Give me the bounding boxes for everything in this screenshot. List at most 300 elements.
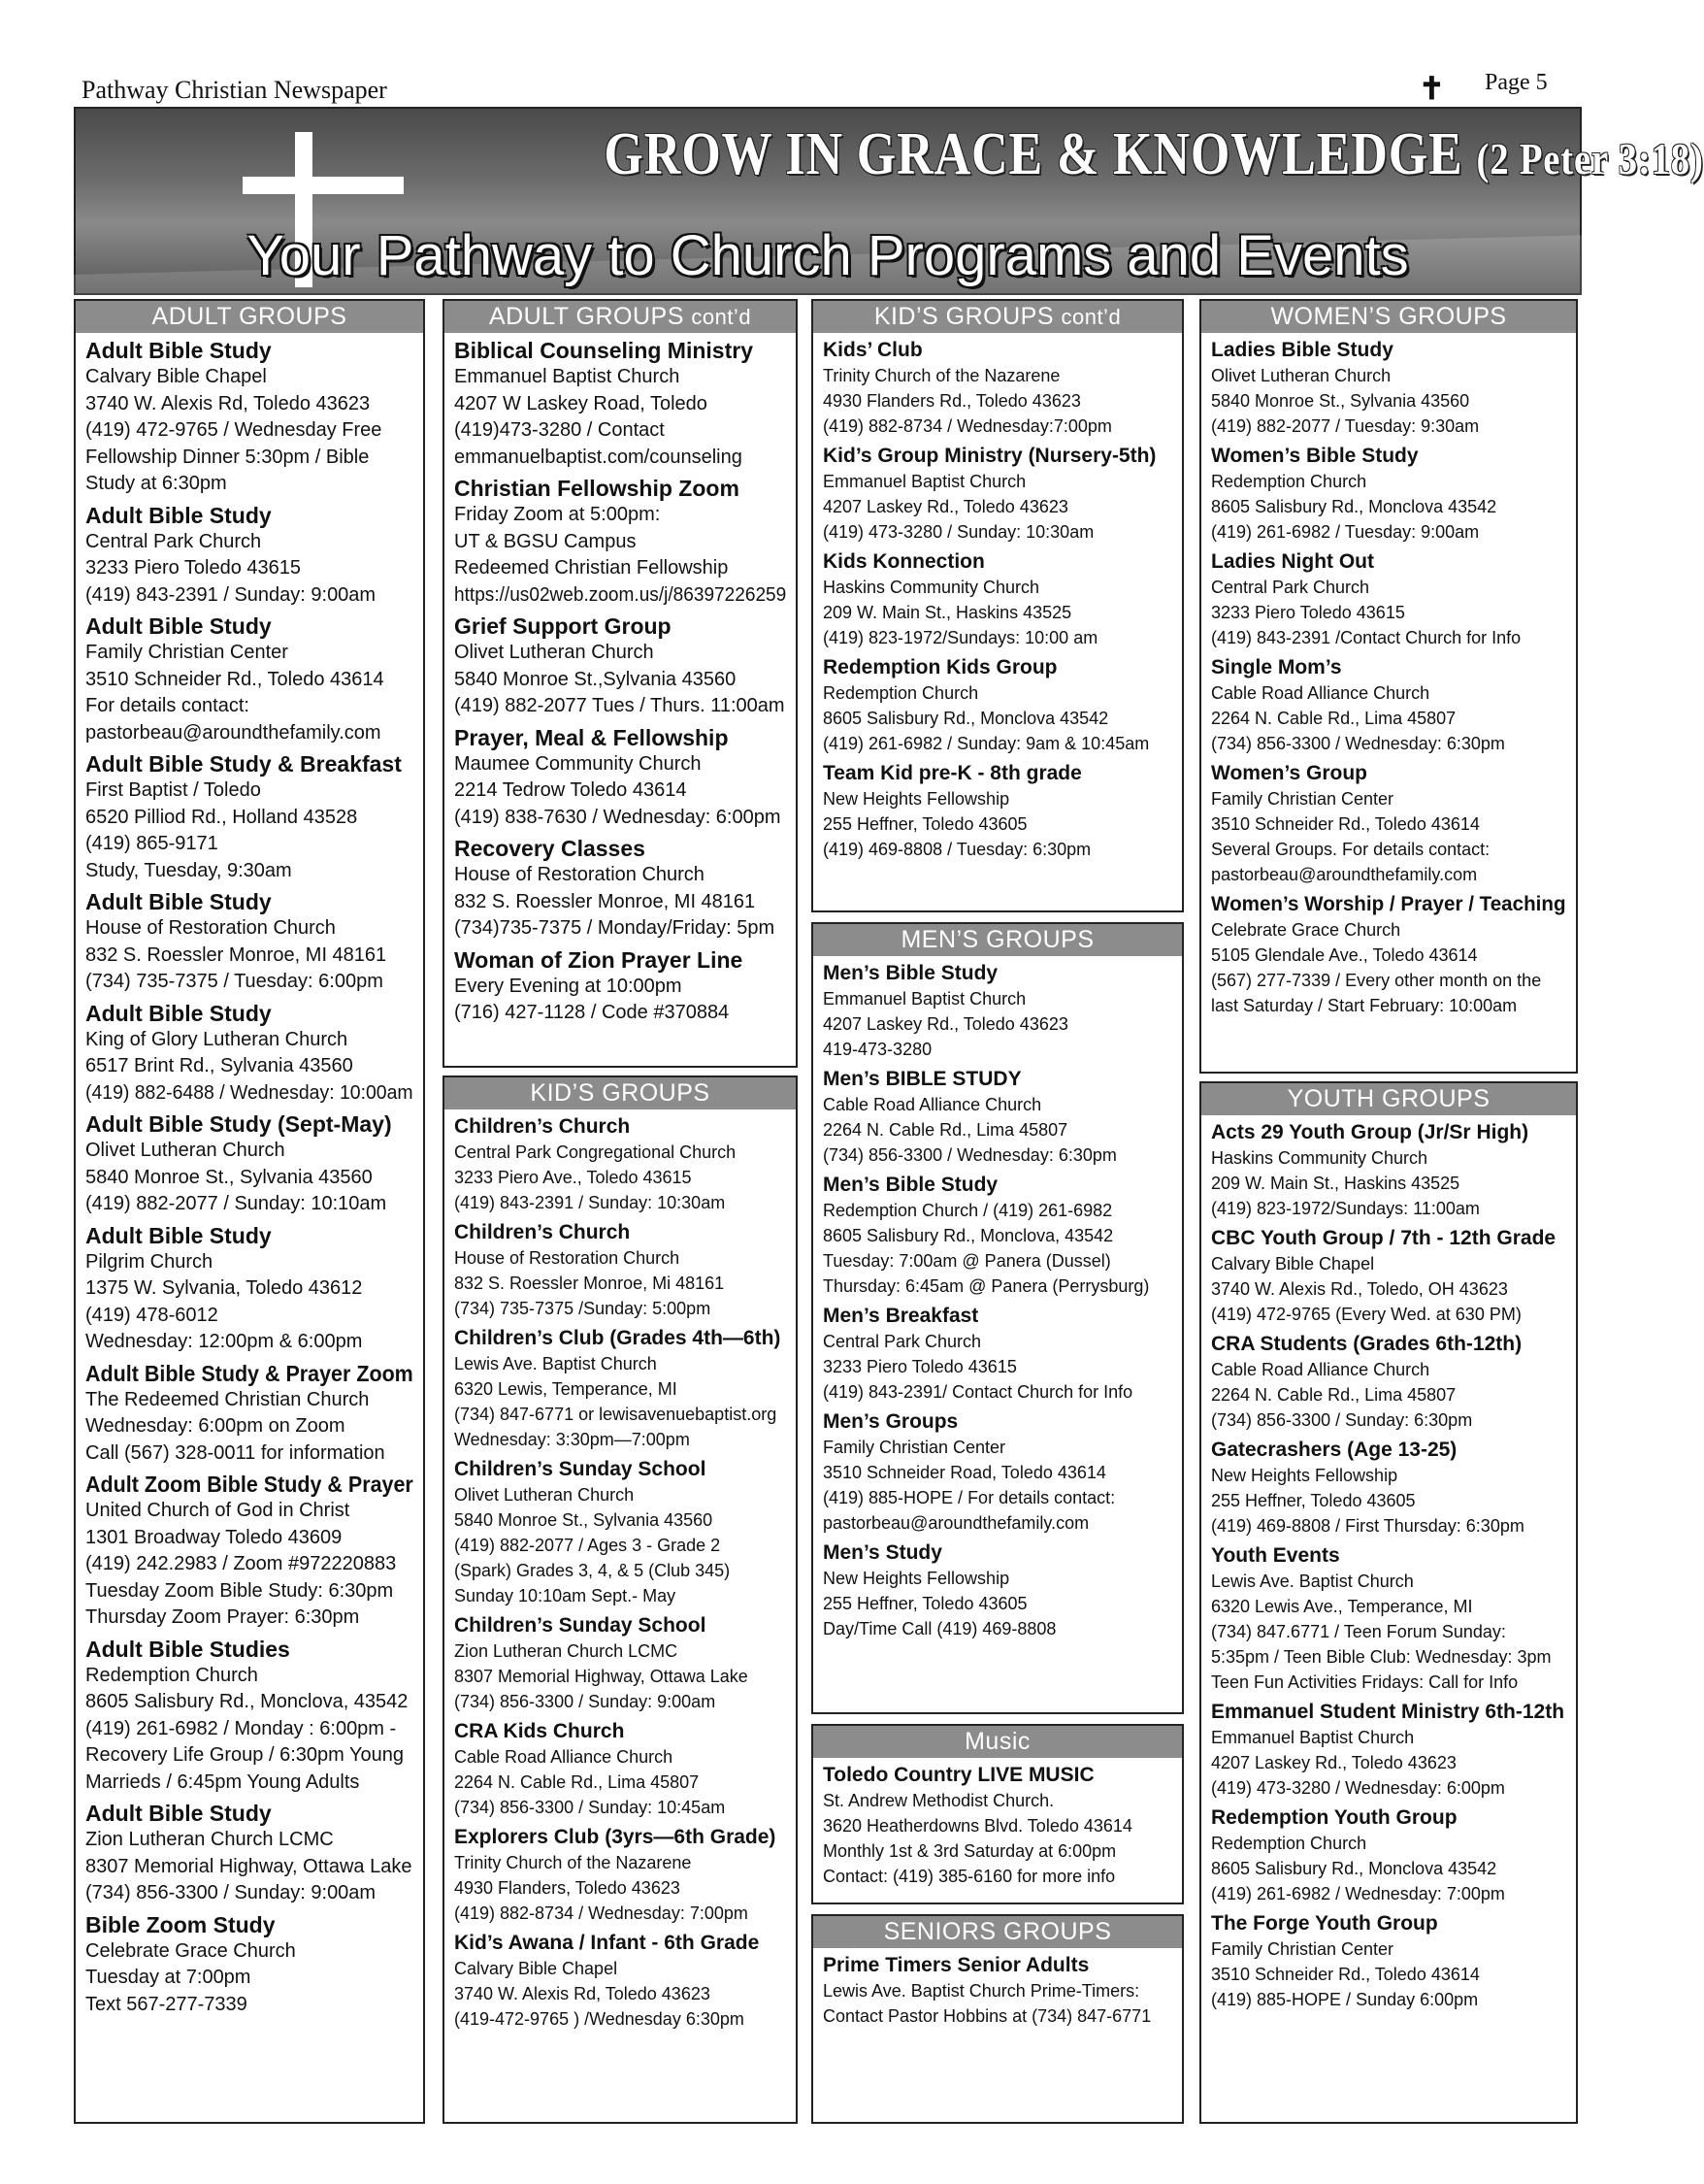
section-title-text: KID’S GROUPS	[530, 1079, 710, 1107]
listing-title: Children’s Club (Grades 4th—6th)	[454, 1327, 781, 1349]
listing-list	[813, 333, 1182, 862]
listing-line: (419) 472-9765 (Every Wed. at 630 PM)	[1211, 1305, 1522, 1324]
listing-line: (734) 847-6771 or lewisavenuebaptist.org	[454, 1405, 777, 1424]
listing-line: Teen Fun Activities Fridays: Call for Info	[1211, 1672, 1519, 1692]
listing-line: (419) 885-HOPE / Sunday 6:00pm	[1211, 1990, 1479, 2009]
listing-item	[85, 1110, 413, 1218]
listing-line: New Heights Fellowship	[823, 1569, 1010, 1588]
listing-line: (734) 856-3300 / Wednesday: 6:30pm	[823, 1145, 1117, 1165]
listing-line: 5840 Monroe St.,Sylvania 43560	[454, 668, 737, 690]
listing-title: Adult Bible Study & Breakfast	[85, 751, 402, 777]
listing-line: (419) 823-1972/Sundays: 10:00 am	[823, 628, 1098, 647]
listing-line: 4207 Laskey Rd., Toledo 43623	[1211, 1753, 1457, 1772]
listing-item	[1211, 1331, 1566, 1433]
listing-line: 1301 Broadway Toledo 43609	[85, 1526, 343, 1548]
listing-title: CBC Youth Group / 7th - 12th Grade	[1211, 1227, 1557, 1249]
listing-line: (419) 473-3280 / Sunday: 10:30am	[823, 522, 1095, 542]
listing-title: Adult Bible Study	[85, 1222, 272, 1248]
listing-line: (419) 261-6982 / Sunday: 9am & 10:45am	[823, 734, 1150, 753]
listing-item	[1211, 891, 1566, 1018]
listing-item	[85, 1000, 413, 1108]
section-title-text: SENIORS GROUPS	[883, 1918, 1112, 1945]
listing-line: St. Andrew Methodist Church.	[823, 1791, 1055, 1810]
listing-item	[823, 1952, 1172, 2029]
listing-line: Calvary Bible Chapel	[1211, 1254, 1375, 1274]
listing-item	[823, 1172, 1172, 1299]
section-title	[1201, 1083, 1576, 1115]
listing-line: Study, Tuesday, 9:30am	[85, 859, 292, 881]
listing-line: (419) 865-9171	[85, 833, 218, 854]
section-title-text: YOUTH GROUPS	[1287, 1085, 1491, 1112]
listing-title: Ladies Night Out	[1211, 550, 1374, 573]
listing-item	[1211, 1119, 1566, 1221]
listing-line: Calvary Bible Chapel	[454, 1959, 618, 1978]
listing-line: Family Christian Center	[1211, 1939, 1394, 1959]
listing-title: Adult Bible Studies	[85, 1636, 290, 1662]
listing-title: Kids’ Club	[823, 339, 923, 361]
section-title-text: KID’S GROUPS	[873, 303, 1055, 330]
listing-line: Emmanuel Baptist Church	[823, 989, 1027, 1009]
listing-item	[85, 337, 413, 498]
listing-line: (716) 427-1128 / Code #370884	[454, 1002, 730, 1023]
listing-line: 419-473-3280	[823, 1040, 933, 1059]
listing-line: Cable Road Alliance Church	[1211, 1360, 1430, 1379]
listing-line: (419) 261-6982 / Tuesday: 9:00am	[1211, 522, 1480, 542]
listing-line: (419) 882-2077 / Tuesday: 9:30am	[1211, 416, 1480, 436]
listing-title: Men’s Bible Study	[823, 1174, 999, 1196]
listing-title: CRA Students (Grades 6th-12th)	[1211, 1333, 1523, 1355]
listing-line: Cable Road Alliance Church	[1211, 683, 1430, 703]
section-title-text: WOMEN’S GROUPS	[1270, 303, 1507, 330]
listing-title: CRA Kids Church	[454, 1720, 625, 1742]
listing-line: https://us02web.zoom.us/j/86397226259	[454, 583, 787, 606]
listing-item	[823, 760, 1172, 862]
section-adult-groups	[74, 299, 425, 2124]
section-title	[444, 1077, 796, 1109]
section-title-suffix: cont’d	[691, 305, 752, 329]
listing-line: (734) 856-3300 / Sunday: 9:00am	[85, 1882, 377, 1903]
cross-icon: ✝	[1419, 70, 1445, 107]
listing-title: Bible Zoom Study	[85, 1911, 276, 1937]
listing-line: 3233 Piero Ave., Toledo 43615	[454, 1168, 692, 1187]
listing-line: 2264 N. Cable Rd., Lima 45807	[454, 1772, 700, 1792]
listing-line: 5105 Glendale Ave., Toledo 43614	[1211, 945, 1478, 965]
listing-title: Team Kid pre-K - 8th grade	[823, 762, 1082, 784]
listing-item	[1211, 443, 1566, 545]
listing-title: Men’s Groups	[823, 1410, 959, 1433]
listing-line: 3740 W. Alexis Rd, Toledo 43623	[454, 1984, 710, 2003]
listing-item	[1211, 548, 1566, 650]
listing-title: Kid’s Group Ministry (Nursery-5th)	[823, 445, 1157, 467]
listing-line: (419) 469-8808 / Tuesday: 6:30pm	[823, 840, 1092, 859]
listing-title: Adult Bible Study	[85, 502, 272, 528]
listing-item	[454, 946, 786, 1027]
listing-line: Redemption Church	[1211, 1834, 1367, 1853]
listing-line: 4207 Laskey Rd., Toledo 43623	[823, 497, 1068, 516]
listing-line: pastorbeau@aroundthefamily.com	[823, 1513, 1090, 1533]
listing-title: Toledo Country LIVE MUSIC	[823, 1764, 1095, 1786]
listing-line: 5:35pm / Teen Bible Club: Wednesday: 3pm	[1211, 1647, 1552, 1667]
listing-line: Thursday: 6:45am @ Panera (Perrysburg)	[823, 1276, 1150, 1296]
listing-item	[1211, 1542, 1566, 1695]
listing-line: New Heights Fellowship	[823, 789, 1010, 809]
listing-line: Recovery Life Group / 6:30pm Young	[85, 1744, 404, 1766]
listing-list	[813, 956, 1182, 1641]
listing-item	[1211, 1804, 1566, 1906]
listing-title: Adult Bible Study	[85, 338, 272, 363]
listing-title: Women’s Group	[1211, 762, 1368, 784]
section-title-text: MEN’S GROUPS	[901, 926, 1095, 953]
listing-line: Celebrate Grace Church	[85, 1939, 296, 1962]
listing-line: (734) 856-3300 / Sunday: 9:00am	[454, 1692, 716, 1711]
listing-item	[454, 835, 786, 943]
listing-title: Biblical Counseling Ministry	[454, 338, 753, 363]
listing-line: (419) 478-6012	[85, 1304, 218, 1326]
listing-item	[85, 1800, 413, 1907]
listing-title: Kids Konnection	[823, 550, 985, 573]
listing-line: 832 S. Roessler Monroe, MI 48161	[454, 890, 756, 912]
listing-line: (419) 843-2391/ Contact Church for Info	[823, 1382, 1133, 1402]
listing-title: Men’s BIBLE STUDY	[823, 1068, 1022, 1090]
listing-title: Single Mom’s	[1211, 656, 1342, 678]
listing-item	[454, 1325, 786, 1452]
listing-line: 3510 Schneider Road, Toledo 43614	[823, 1463, 1106, 1482]
listing-line: Redemption Church / (419) 261-6982	[823, 1201, 1113, 1220]
listing-line: Haskins Community Church	[823, 578, 1040, 597]
listing-line: 3620 Heatherdowns Blvd. Toledo 43614	[823, 1816, 1132, 1836]
section-youth-groups	[1199, 1081, 1578, 2124]
listing-line: 3510 Schneider Rd., Toledo 43614	[1211, 814, 1480, 834]
listing-line: 8307 Memorial Highway, Ottawa Lake	[85, 1855, 412, 1877]
listing-line: pastorbeau@aroundthefamily.com	[1211, 865, 1478, 884]
listing-item	[454, 724, 786, 832]
listing-line: Trinity Church of the Nazarene	[454, 1853, 692, 1872]
section-music	[811, 1724, 1184, 1904]
listing-title: Adult Bible Study	[85, 889, 272, 914]
listing-title: Kid’s Awana / Infant - 6th Grade	[454, 1932, 760, 1954]
listing-title: Children’s Sunday School	[454, 1614, 706, 1637]
listing-line: Maumee Community Church	[454, 752, 702, 775]
listing-list	[444, 1109, 796, 2032]
listing-line: (419) 838-7630 / Wednesday: 6:00pm	[454, 806, 781, 828]
listing-line: 209 W. Main St., Haskins 43525	[1211, 1174, 1460, 1193]
listing-line: 8605 Salisbury Rd., Monclova, 43542	[85, 1691, 409, 1712]
listing-line: (419) 843-2391 /Contact Church for Info	[1211, 628, 1522, 647]
listing-line: 3233 Piero Toledo 43615	[85, 557, 302, 579]
listing-line: 8307 Memorial Highway, Ottawa Lake	[454, 1667, 748, 1686]
section-title	[813, 924, 1182, 956]
listing-line: Family Christian Center	[1211, 789, 1394, 809]
listing-line: Pilgrim Church	[85, 1250, 213, 1273]
listing-line: (419) 882-8734 / Wednesday: 7:00pm	[454, 1903, 748, 1923]
listing-line: Cable Road Alliance Church	[454, 1747, 673, 1767]
listing-item	[823, 1539, 1172, 1641]
listing-line: Central Park Church	[823, 1332, 982, 1351]
listing-title: Men’s Study	[823, 1541, 942, 1564]
listing-line: For details contact:	[85, 695, 249, 716]
listing-line: Call (567) 328-0011 for information	[85, 1441, 385, 1464]
listing-item	[454, 1113, 786, 1215]
listing-item	[823, 654, 1172, 756]
listing-line: 2264 N. Cable Rd., Lima 45807	[1211, 709, 1457, 728]
listing-line: Wednesday: 6:00pm on Zoom	[85, 1415, 345, 1437]
listing-item	[823, 548, 1172, 650]
listing-line: New Heights Fellowship	[1211, 1466, 1398, 1485]
listing-line: 4207 Laskey Rd., Toledo 43623	[823, 1014, 1068, 1034]
listing-line: (419) 882-8734 / Wednesday:7:00pm	[823, 416, 1112, 436]
listing-line: (419) 882-6488 / Wednesday: 10:00am	[85, 1081, 413, 1104]
listing-item	[454, 1824, 786, 1926]
listing-line: Text 567-277-7339	[85, 1993, 247, 2015]
listing-title: Adult Bible Study	[85, 1801, 272, 1826]
listing-title: Gatecrashers (Age 13-25)	[1211, 1439, 1458, 1461]
listing-line: Wednesday: 3:30pm—7:00pm	[454, 1430, 690, 1449]
listing-title: Adult Bible Study	[85, 613, 272, 639]
listing-line: 3510 Schneider Rd., Toledo 43614	[85, 668, 384, 690]
listing-line: (419) 882-2077 / Sunday: 10:10am	[85, 1193, 387, 1214]
listing-line: Redeemed Christian Fellowship	[454, 557, 729, 579]
section-title	[813, 301, 1182, 333]
listing-line: 8605 Salisbury Rd., Monclova, 43542	[823, 1226, 1114, 1245]
listing-item	[454, 1930, 786, 2032]
section-title	[76, 301, 423, 333]
listing-line: 5840 Monroe St., Sylvania 43560	[1211, 391, 1470, 411]
listing-line: (419) 261-6982 / Wednesday: 7:00pm	[1211, 1884, 1505, 1903]
listing-title: Youth Events	[1211, 1544, 1340, 1567]
listing-item	[1211, 1699, 1566, 1801]
listing-item	[1211, 760, 1566, 887]
listing-title: Adult Bible Study	[85, 1000, 272, 1026]
listing-line: 832 S. Roessler Monroe, Mi 48161	[454, 1274, 725, 1293]
listing-line: 3740 W. Alexis Rd., Toledo, OH 43623	[1211, 1279, 1508, 1299]
listing-line: Lewis Ave. Baptist Church	[1211, 1572, 1414, 1591]
listing-item	[85, 502, 413, 610]
listing-item	[1211, 1437, 1566, 1539]
section-title	[1201, 301, 1576, 333]
listing-item	[823, 1066, 1172, 1168]
listing-title: Recovery Classes	[454, 836, 645, 861]
listing-line: (734) 735-7375 /Sunday: 5:00pm	[454, 1299, 711, 1318]
listing-title: Adult Bible Study (Sept-May)	[85, 1111, 392, 1137]
listing-line: (419) 472-9765 / Wednesday Free	[85, 419, 382, 441]
listing-line: Contact: (419) 385-6160 for more info	[823, 1867, 1116, 1886]
listing-line: Day/Time Call (419) 469-8808	[823, 1619, 1057, 1638]
listing-line: Every Evening at 10:00pm	[454, 975, 682, 997]
listing-item	[454, 612, 786, 720]
listing-line: (419) 882-2077 / Ages 3 - Grade 2	[454, 1536, 721, 1555]
section-title-suffix: cont’d	[1061, 305, 1122, 329]
section-adult-groups-contd	[442, 299, 798, 1068]
section-kids-groups	[442, 1075, 798, 2124]
listing-line: 255 Heffner, Toledo 43605	[1211, 1491, 1416, 1510]
listing-item	[1211, 337, 1566, 439]
listing-line: Wednesday: 12:00pm & 6:00pm	[85, 1331, 363, 1352]
listing-item	[1211, 1910, 1566, 2012]
listing-title: Prime Timers Senior Adults	[823, 1954, 1090, 1976]
listing-title: Children’s Church	[454, 1221, 631, 1243]
listing-item	[454, 337, 786, 471]
listing-line: Sunday 10:10am Sept.- May	[454, 1586, 676, 1605]
listing-item	[823, 960, 1172, 1062]
listing-line: Trinity Church of the Nazarene	[823, 366, 1061, 385]
listing-line: 832 S. Roessler Monroe, MI 48161	[85, 943, 387, 966]
listing-line: Calvary Bible Chapel	[85, 366, 267, 387]
listing-line: Monthly 1st & 3rd Saturday at 6:00pm	[823, 1841, 1117, 1861]
listing-line: 6517 Brint Rd., Sylvania 43560	[85, 1055, 353, 1076]
listing-line: The Redeemed Christian Church	[85, 1388, 370, 1410]
listing-title: Children’s Church	[454, 1115, 631, 1138]
listing-item	[823, 1408, 1172, 1536]
listing-title: Prayer, Meal & Fellowship	[454, 724, 729, 750]
listing-line: 6320 Lewis Ave., Temperance, MI	[1211, 1597, 1473, 1616]
listing-line: 2264 N. Cable Rd., Lima 45807	[1211, 1385, 1457, 1405]
section-title-text: Music	[965, 1728, 1031, 1755]
listing-item	[823, 443, 1172, 545]
section-title	[444, 301, 796, 333]
listing-item	[85, 1471, 413, 1632]
listing-list	[1201, 333, 1576, 1018]
listing-line: (734) 735-7375 / Tuesday: 6:00pm	[85, 971, 383, 992]
listing-list	[444, 333, 796, 1027]
listing-line: Emmanuel Baptist Church	[1211, 1728, 1415, 1747]
listing-item	[85, 1636, 413, 1797]
listing-line: (419-472-9765 ) /Wednesday 6:30pm	[454, 2009, 744, 2029]
section-womens-groups	[1199, 299, 1578, 1074]
listing-line: 6520 Pilliod Rd., Holland 43528	[85, 806, 358, 828]
listing-line: (419) 823-1972/Sundays: 11:00am	[1211, 1199, 1480, 1218]
listing-title: Woman of Zion Prayer Line	[454, 946, 743, 973]
banner-title	[604, 120, 1704, 189]
listing-line: House of Restoration Church	[85, 917, 336, 939]
listing-title: Ladies Bible Study	[1211, 339, 1393, 361]
publication-name: Pathway Christian Newspaper	[82, 76, 387, 104]
listing-line: Redemption Church	[1211, 472, 1367, 491]
listing-item	[454, 1456, 786, 1608]
listing-title: Women’s Worship / Prayer / Teaching	[1211, 893, 1566, 915]
listing-item	[85, 612, 413, 746]
listing-line: emmanuelbaptist.com/counseling	[454, 446, 742, 468]
listing-line: Marrieds / 6:45pm Young Adults	[85, 1770, 360, 1793]
listing-line: House of Restoration Church	[454, 864, 705, 885]
listing-line: Redemption Church	[823, 683, 979, 703]
listing-line: Lewis Ave. Baptist Church	[454, 1354, 657, 1373]
listing-line: 3233 Piero Toledo 43615	[1211, 603, 1405, 622]
listing-line: 8605 Salisbury Rd., Monclova 43542	[1211, 497, 1497, 516]
listing-item	[1211, 654, 1566, 756]
listing-item	[454, 1718, 786, 1820]
listing-item	[85, 1911, 413, 2019]
listing-list	[813, 1758, 1182, 1889]
listing-line: (734) 847.6771 / Teen Forum Sunday:	[1211, 1622, 1506, 1641]
listing-line: Olivet Lutheran Church	[85, 1140, 285, 1161]
section-kids-groups-contd	[811, 299, 1184, 912]
listing-item	[823, 1762, 1172, 1889]
listing-line: 1375 W. Sylvania, Toledo 43612	[85, 1277, 363, 1299]
listing-title: Redemption Youth Group	[1211, 1806, 1458, 1829]
listing-line: (734) 856-3300 / Sunday: 6:30pm	[1211, 1410, 1473, 1430]
listing-item	[454, 475, 786, 609]
listing-line: Cable Road Alliance Church	[823, 1095, 1042, 1114]
banner-cross-bar	[243, 177, 404, 194]
listing-line: 3233 Piero Toledo 43615	[823, 1357, 1017, 1376]
listing-line: 2264 N. Cable Rd., Lima 45807	[823, 1120, 1068, 1140]
listing-line: Thursday Zoom Prayer: 6:30pm	[85, 1606, 360, 1628]
listing-line: First Baptist / Toledo	[85, 779, 261, 801]
listing-line: (419) 242.2983 / Zoom #972220883	[85, 1553, 397, 1574]
listing-line: Redemption Church	[85, 1664, 258, 1686]
section-title	[813, 1726, 1182, 1758]
listing-line: Celebrate Grace Church	[1211, 920, 1401, 940]
listing-line: King of Glory Lutheran Church	[85, 1028, 348, 1050]
listing-item	[823, 1303, 1172, 1405]
section-seniors-groups	[811, 1914, 1184, 2124]
listing-line: UT & BGSU Campus	[454, 530, 637, 552]
listing-line: (734) 856-3300 / Wednesday: 6:30pm	[1211, 734, 1505, 753]
banner-scripture-ref: (2 Peter 3:18)	[1476, 134, 1704, 183]
listing-line: (734) 856-3300 / Sunday: 10:45am	[454, 1798, 726, 1817]
listing-line: Several Groups. For details contact:	[1211, 840, 1491, 859]
listing-item	[85, 888, 413, 996]
listing-title: The Forge Youth Group	[1211, 1912, 1438, 1935]
listing-line: 209 W. Main St., Haskins 43525	[823, 603, 1072, 622]
listing-line: (419) 843-2391 / Sunday: 9:00am	[85, 583, 377, 606]
listing-title: Emmanuel Student Ministry 6th-12th	[1211, 1701, 1565, 1723]
listing-line: Family Christian Center	[823, 1438, 1006, 1457]
listing-line: (419) 843-2391 / Sunday: 10:30am	[454, 1193, 726, 1212]
listing-line: Tuesday at 7:00pm	[85, 1967, 251, 1988]
section-mens-groups	[811, 922, 1184, 1714]
listing-title: Explorers Club (3yrs—6th Grade)	[454, 1826, 776, 1848]
listing-line: Emmanuel Baptist Church	[454, 366, 680, 387]
listing-title: Redemption Kids Group	[823, 656, 1058, 678]
page-number: Page 5	[1485, 70, 1548, 95]
listing-line: House of Restoration Church	[454, 1248, 680, 1268]
listing-line: 4930 Flanders, Toledo 43623	[454, 1878, 680, 1898]
listing-title: Grief Support Group	[454, 613, 672, 639]
section-title	[813, 1916, 1182, 1948]
listing-line: 255 Heffner, Toledo 43605	[823, 1594, 1028, 1613]
listing-title: Acts 29 Youth Group (Jr/Sr High)	[1211, 1121, 1529, 1143]
section-title-text: ADULT GROUPS	[488, 303, 684, 330]
listing-line: (419) 473-3280 / Wednesday: 6:00pm	[1211, 1778, 1505, 1798]
banner-title-text: GROW IN GRACE & KNOWLEDGE	[604, 121, 1463, 187]
listing-title: Adult Zoom Bible Study & Prayer	[85, 1472, 413, 1497]
listing-line: Zion Lutheran Church LCMC	[454, 1641, 678, 1661]
listing-line: Central Park Church	[85, 530, 262, 552]
listing-line: 8605 Salisbury Rd., Monclova 43542	[1211, 1859, 1497, 1878]
listing-line: 6320 Lewis, Temperance, MI	[454, 1379, 677, 1399]
listing-title: Adult Bible Study & Prayer Zoom	[85, 1360, 413, 1386]
listing-line: Lewis Ave. Baptist Church Prime-Timers:	[823, 1981, 1140, 2001]
listing-list	[76, 333, 423, 2018]
section-title-text: ADULT GROUPS	[151, 303, 347, 330]
listing-line: United Church of God in Christ	[85, 1500, 350, 1521]
listing-title: Children’s Sunday School	[454, 1458, 706, 1480]
listing-item	[85, 750, 413, 884]
listing-line: 2214 Tedrow Toledo 43614	[454, 779, 687, 801]
listing-line: 4207 W Laskey Road, Toledo	[454, 392, 707, 414]
listing-item	[1211, 1225, 1566, 1327]
listing-line: 5840 Monroe St., Sylvania 43560	[454, 1510, 713, 1530]
listing-line: Haskins Community Church	[1211, 1148, 1428, 1168]
listing-title: Christian Fellowship Zoom	[454, 476, 739, 501]
listing-item	[454, 1219, 786, 1321]
listing-item	[85, 1222, 413, 1356]
listing-line: 5840 Monroe St., Sylvania 43560	[85, 1166, 373, 1188]
listing-line: (419)473-3280 / Contact	[454, 419, 665, 441]
listing-line: (419) 261-6982 / Monday : 6:00pm -	[85, 1717, 397, 1739]
listing-line: last Saturday / Start February: 10:00am	[1211, 996, 1518, 1015]
